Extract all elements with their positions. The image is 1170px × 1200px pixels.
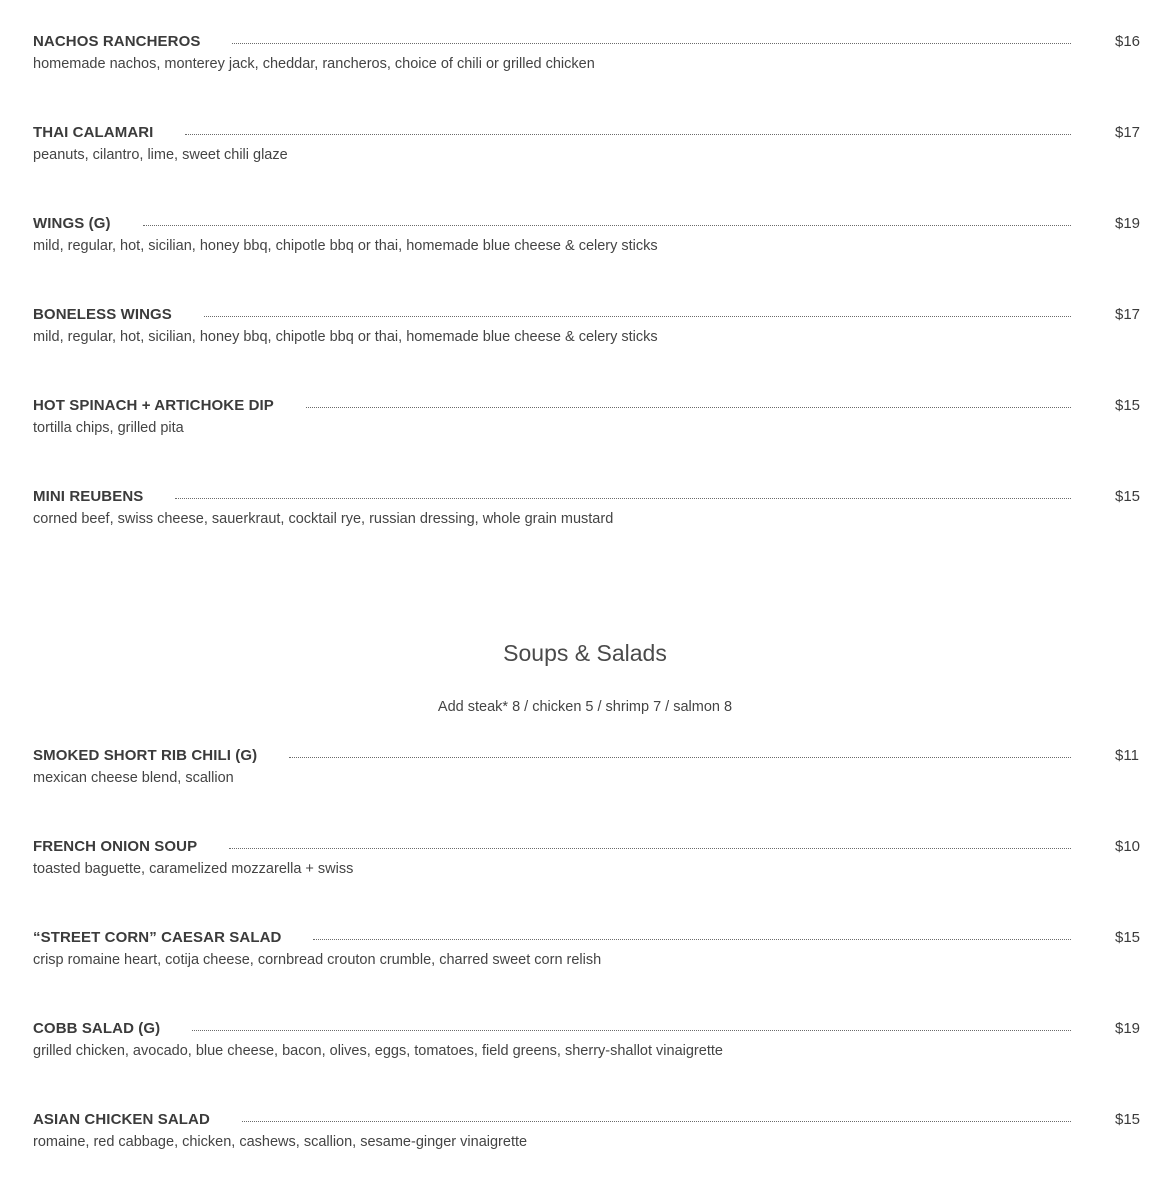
menu-item-name: COBB SALAD (G) — [33, 1019, 161, 1037]
menu-item-name: THAI CALAMARI — [33, 123, 154, 141]
menu-item — [33, 1109, 1141, 1200]
menu-item-description: mild, regular, hot, sicilian, honey bbq, chipotle bbq or thai, homemade blue cheese & celery sticks — [33, 238, 658, 254]
menu-item-name: “STREET CORN” CAESAR SALAD — [33, 928, 282, 946]
menu-item-name: NACHOS RANCHEROS — [33, 32, 201, 50]
menu-item-description: tortilla chips, grilled pita — [33, 420, 184, 436]
menu-item-name: WINGS (G) — [33, 214, 111, 232]
menu-item-name: SMOKED SHORT RIB CHILI (G) — [33, 746, 258, 764]
menu-item-description: homemade nachos, monterey jack, cheddar, rancheros, choice of chili or grilled chicken — [33, 56, 595, 72]
menu-item — [33, 486, 1141, 577]
menu-item-name: FRENCH ONION SOUP — [33, 837, 198, 855]
menu-item-price: $15 — [1115, 928, 1141, 946]
menu-item — [33, 31, 1141, 122]
menu-item-price: $17 — [1115, 305, 1141, 323]
menu-item-price: $10 — [1115, 837, 1141, 855]
dotted-leader — [185, 134, 1071, 135]
menu-item-description: mexican cheese blend, scallion — [33, 770, 234, 786]
menu-item-description: mild, regular, hot, sicilian, honey bbq, chipotle bbq or thai, homemade blue cheese & celery sticks — [33, 329, 658, 345]
dotted-leader — [289, 757, 1071, 758]
section-add-ons-note: Add steak* 8 / chicken 5 / shrimp 7 / salmon 8 — [437, 699, 733, 715]
appetizers-list — [33, 31, 1141, 577]
menu-item-description: toasted baguette, caramelized mozzarella + swiss — [33, 861, 354, 877]
menu-item-price: $19 — [1115, 214, 1141, 232]
menu-item-name: MINI REUBENS — [33, 487, 144, 505]
menu-item-price: $16 — [1115, 32, 1141, 50]
section-title: Soups & Salads — [503, 640, 667, 666]
dotted-leader — [204, 316, 1071, 317]
menu-item-name: ASIAN CHICKEN SALAD — [33, 1110, 210, 1128]
menu-item-description: crisp romaine heart, cotija cheese, cornbread crouton crumble, charred sweet corn relish — [33, 952, 602, 968]
dotted-leader — [232, 43, 1071, 44]
menu-item — [33, 745, 1137, 836]
menu-item-name: BONELESS WINGS — [33, 305, 172, 323]
menu-item-description: romaine, red cabbage, chicken, cashews, scallion, sesame-ginger vinaigrette — [33, 1134, 528, 1150]
menu-item-price: $15 — [1115, 487, 1141, 505]
menu-item — [33, 213, 1141, 304]
menu-item-price: $17 — [1115, 123, 1141, 141]
dotted-leader — [192, 1030, 1071, 1031]
menu-item-description: peanuts, cilantro, lime, sweet chili glaze — [33, 147, 288, 163]
dotted-leader — [143, 225, 1071, 226]
dotted-leader — [229, 848, 1071, 849]
menu-item — [33, 927, 1141, 1018]
dotted-leader — [306, 407, 1071, 408]
menu-item-description: corned beef, swiss cheese, sauerkraut, cocktail rye, russian dressing, whole grain mustard — [33, 511, 614, 527]
menu-item-price: $19 — [1115, 1019, 1141, 1037]
menu-item-price: $11 — [1115, 746, 1139, 764]
soups-salads-list — [33, 745, 1141, 1200]
menu-item-price: $15 — [1115, 1110, 1141, 1128]
menu-item — [33, 122, 1141, 213]
menu-item — [33, 1018, 1141, 1109]
dotted-leader — [175, 498, 1071, 499]
menu-item — [33, 395, 1141, 486]
dotted-leader — [242, 1121, 1071, 1122]
menu-item — [33, 304, 1141, 395]
dotted-leader — [313, 939, 1071, 940]
menu-item-description: grilled chicken, avocado, blue cheese, bacon, olives, eggs, tomatoes, field greens, sherry-shallot vinaigrette — [33, 1043, 723, 1059]
menu-item — [33, 836, 1141, 927]
menu-item-name: HOT SPINACH + ARTICHOKE DIP — [33, 396, 274, 414]
menu-item-price: $15 — [1115, 396, 1141, 414]
